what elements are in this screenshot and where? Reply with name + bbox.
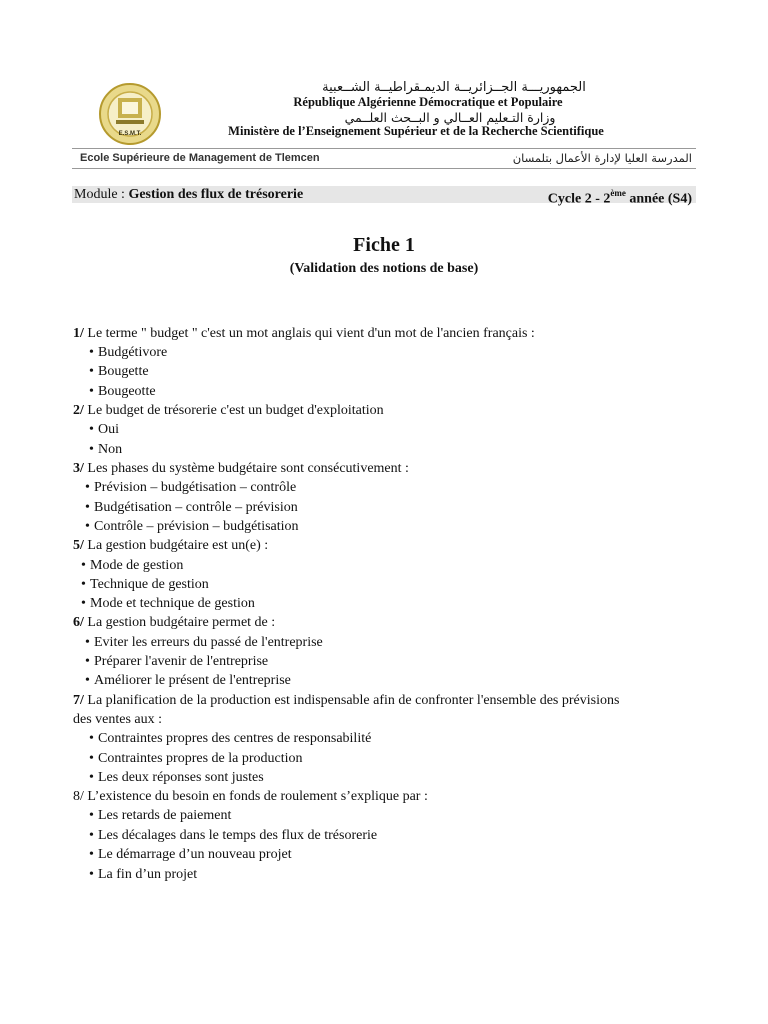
option: • Contraintes propres de la production: [89, 751, 303, 766]
school-name-arabic: المدرسة العليا لإدارة الأعمال بتلمسان: [512, 151, 692, 165]
option: • Les décalages dans le temps des flux de trésorerie: [89, 828, 378, 843]
option: • La fin d’un projet: [89, 867, 198, 882]
question-number: 3/: [73, 461, 84, 476]
option: • Contraintes propres des centres de responsabilité: [89, 731, 372, 746]
question-text: La gestion budgétaire permet de :: [83, 615, 276, 630]
header-arabic-republic: الجمهوريـــة الجــزائريــة الديمـقراطيــة الشــعبية: [322, 80, 586, 95]
question-3: [73, 459, 409, 478]
option: • Mode et technique de gestion: [81, 596, 255, 611]
option: • Le démarrage d’un nouveau projet: [89, 847, 292, 862]
option: • Technique de gestion: [81, 577, 209, 592]
question-text: Les phases du système budgétaire sont consécutivement :: [83, 461, 409, 476]
question-7: [73, 691, 619, 710]
header-french-ministry: Ministère de l’Enseignement Supérieur et de la Recherche Scientifique: [228, 124, 604, 138]
question-text: Le terme " budget " c'est un mot anglais qui vient d'un mot de l'ancien français :: [83, 326, 535, 341]
option: • Budgétivore: [89, 345, 168, 360]
question-6: [73, 613, 275, 632]
header-top-rule: [72, 148, 696, 149]
question-number: 5/: [73, 538, 84, 553]
module-bar: [72, 186, 696, 207]
question-text: La planification de la production est indispensable afin de confronter l'ensemble des prévisions: [83, 693, 620, 708]
cycle-info: [548, 186, 692, 208]
option: • Prévision – budgétisation – contrôle: [85, 480, 297, 495]
option: • Améliorer le présent de l'entreprise: [85, 673, 291, 688]
question-5: [73, 536, 268, 555]
option: • Non: [89, 442, 123, 457]
question-text: L’existence du besoin en fonds de roulement s’explique par :: [83, 789, 428, 804]
question-8: [73, 787, 428, 806]
option: • Mode de gestion: [81, 558, 184, 573]
header-arabic-ministry: وزارة التـعليم العــالي و البــحث العلــمي: [344, 110, 556, 125]
page-title: Fiche 1: [353, 234, 415, 256]
option: • Budgétisation – contrôle – prévision: [85, 500, 298, 515]
option: • Préparer l'avenir de l'entreprise: [85, 654, 269, 669]
question-text: La gestion budgétaire est un(e) :: [83, 538, 269, 553]
header-bottom-rule: [72, 168, 696, 169]
module-label: Module :: [74, 187, 125, 202]
option: • Bougeotte: [89, 384, 156, 399]
question-2: [73, 401, 384, 420]
svg-text:E.S.M.T.: E.S.M.T.: [118, 131, 142, 137]
option: • Contrôle – prévision – budgétisation: [85, 519, 299, 534]
header-french-republic: République Algérienne Démocratique et Populaire: [293, 95, 563, 109]
cycle-sup: ème: [610, 188, 626, 198]
question-number: 8/: [73, 789, 84, 804]
module-info: [74, 186, 303, 203]
question-number: 2/: [73, 403, 84, 418]
option: • Les retards de paiement: [89, 808, 232, 823]
question-text: Le budget de trésorerie c'est un budget d'exploitation: [83, 403, 384, 418]
school-name-french: Ecole Supérieure de Management de Tlemcen: [80, 152, 320, 164]
option: • Oui: [89, 422, 119, 437]
question-7-continuation: des ventes aux :: [73, 712, 163, 727]
question-number: 1/: [73, 326, 84, 341]
question-number: 7/: [73, 693, 84, 708]
cycle-prefix: Cycle 2 - 2: [547, 191, 611, 207]
option: • Bougette: [89, 364, 149, 379]
option: • Les deux réponses sont justes: [89, 770, 264, 785]
cycle-suffix: année (S4): [625, 191, 692, 207]
option: • Eviter les erreurs du passé de l'entreprise: [85, 635, 323, 650]
question-1: [73, 324, 535, 343]
question-number: 6/: [73, 615, 84, 630]
module-name: Gestion des flux de trésorerie: [128, 187, 304, 202]
page-subtitle: (Validation des notions de base): [289, 261, 479, 276]
